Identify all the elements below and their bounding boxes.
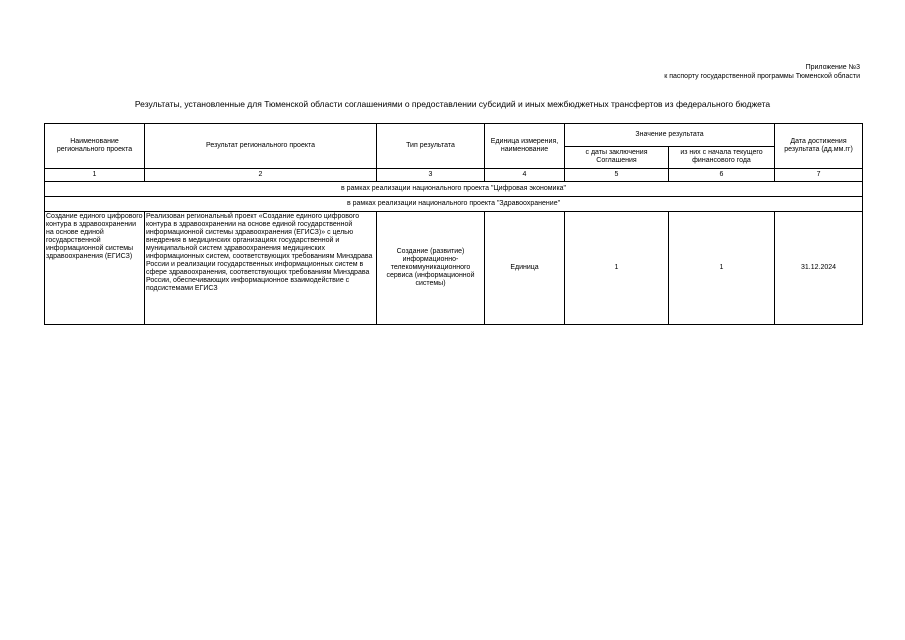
section-row-digital-economy (45, 182, 863, 197)
header-row (45, 124, 863, 147)
column-number: 2 (145, 169, 377, 182)
cell-unit: Единица (485, 212, 565, 325)
appendix-reference: к паспорту государственной программы Тюменской области (664, 73, 860, 80)
header-unit: Единица измерения, наименование (485, 124, 565, 169)
column-number: 3 (377, 169, 485, 182)
header-project-name: Наименование регионального проекта (45, 124, 145, 169)
section-title: в рамках реализации национального проекта "Здравоохранение" (45, 197, 863, 212)
cell-type: Создание (развитие) информационно-телекоммуникационного сервиса (информационной системы) (377, 212, 485, 325)
table-row (45, 212, 863, 325)
header-value-agreement: с даты заключения Соглашения (565, 146, 669, 169)
results-table (44, 123, 863, 325)
header-value-group: Значение результата (565, 124, 775, 147)
section-title: в рамках реализации национального проекта "Цифровая экономика" (45, 182, 863, 197)
header-result: Результат регионального проекта (145, 124, 377, 169)
column-number: 7 (775, 169, 863, 182)
column-number: 4 (485, 169, 565, 182)
column-number: 6 (669, 169, 775, 182)
cell-value-year: 1 (669, 212, 775, 325)
header-type: Тип результата (377, 124, 485, 169)
document-title: Результаты, установленные для Тюменской области соглашениями о предоставлении субсидий и иных межбюджетных трансфертов из федерального бюджета (134, 99, 771, 109)
column-numbers-row (45, 169, 863, 182)
cell-value-agreement: 1 (565, 212, 669, 325)
column-number: 1 (45, 169, 145, 182)
section-row-healthcare (45, 197, 863, 212)
header-date: Дата достижения результата (дд.мм.гг) (775, 124, 863, 169)
header-value-year: из них с начала текущего финансового года (669, 146, 775, 169)
cell-date: 31.12.2024 (775, 212, 863, 325)
cell-project-name: Создание единого цифрового контура в здравоохранении на основе единой государственной информационной системы здравоохранения (ЕГИСЗ) (45, 212, 145, 325)
appendix-note (664, 63, 860, 81)
appendix-number: Приложение №3 (805, 64, 860, 71)
column-number: 5 (565, 169, 669, 182)
cell-result: Реализован региональный проект «Создание единого цифрового контура в здравоохранении на основе единой государственной информационной системы здравоохранения (ЕГИСЗ)» с целью внедрения в медицинских организациях государственной и муниципальной систем здравоохранения медицинских информационных систем, соответствующих требованиям Минздрава России и реализации государственных информационных систем в сфере здравоохранения, соответствующих требованиям Минздрава России, обеспечивающих информационное взаимодействие с подсистемами ЕГИСЗ (145, 212, 377, 325)
